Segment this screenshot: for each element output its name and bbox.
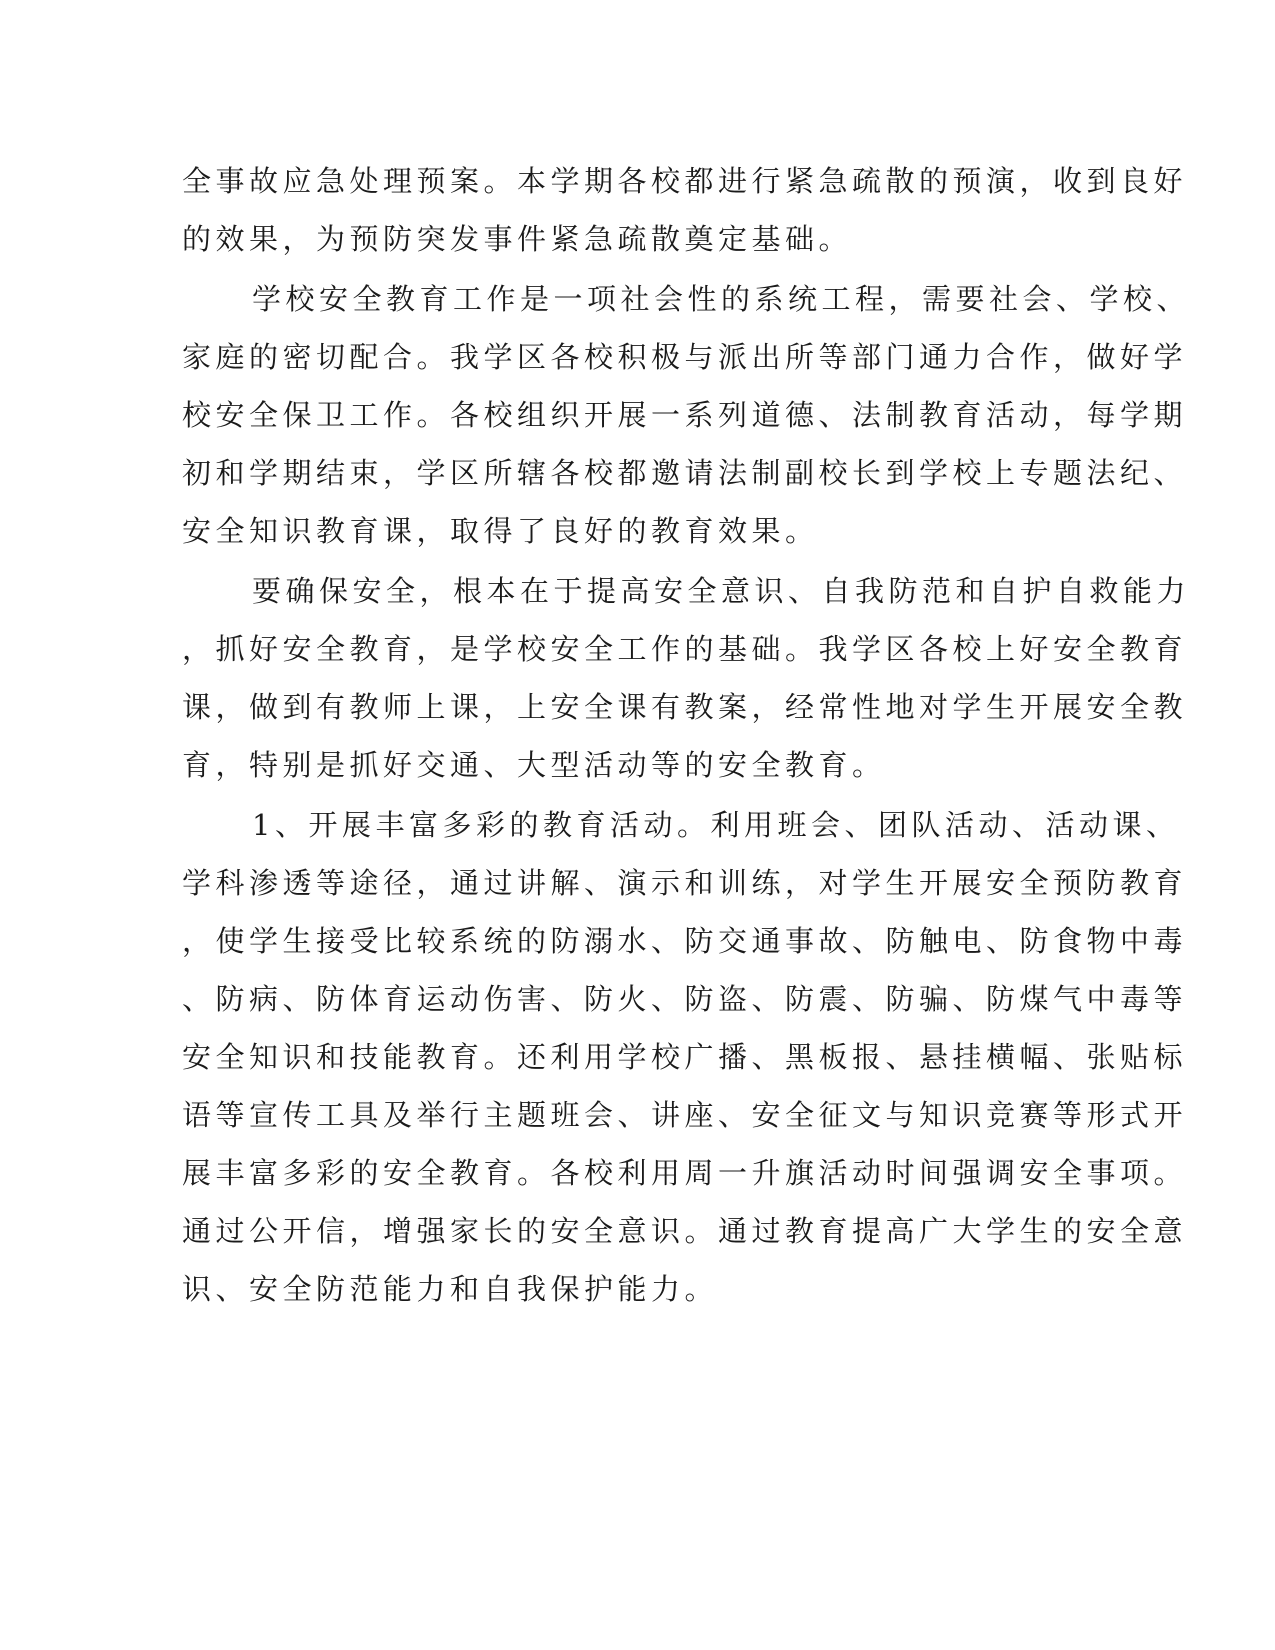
- text-line: 安全知识和技能教育。还利用学校广播、黑板报、悬挂横幅、张贴标: [182, 1040, 1188, 1074]
- text-line: 课，做到有教师上课，上安全课有教案，经常性地对学生开展安全教: [182, 690, 1188, 724]
- text-line: 家庭的密切配合。我学区各校积极与派出所等部门通力合作，做好学: [182, 340, 1188, 374]
- text-line: 、防病、防体育运动伤害、防火、防盗、防震、防骗、防煤气中毒等: [182, 982, 1188, 1016]
- text-line: 安全知识教育课，取得了良好的教育效果。: [182, 514, 819, 548]
- text-line: 展丰富多彩的安全教育。各校利用周一升旗活动时间强调安全事项。: [182, 1156, 1188, 1190]
- paragraph-first-line: 1、开展丰富多彩的教育活动。利用班会、团队活动、活动课、: [252, 808, 1180, 842]
- text-line: ，使学生接受比较系统的防溺水、防交通事故、防触电、防食物中毒: [182, 924, 1188, 958]
- text-line: 育，特别是抓好交通、大型活动等的安全教育。: [182, 748, 886, 782]
- text-line: 通过公开信，增强家长的安全意识。通过教育提高广大学生的安全意: [182, 1214, 1188, 1248]
- text-line: 全事故应急处理预案。本学期各校都进行紧急疏散的预演，收到良好: [182, 164, 1188, 198]
- text-line: 初和学期结束，学区所辖各校都邀请法制副校长到学校上专题法纪、: [182, 456, 1188, 490]
- text-line: 语等宣传工具及举行主题班会、讲座、安全征文与知识竞赛等形式开: [182, 1098, 1188, 1132]
- text-line: ，抓好安全教育，是学校安全工作的基础。我学区各校上好安全教育: [182, 632, 1188, 666]
- paragraph-first-line: 学校安全教育工作是一项社会性的系统工程，需要社会、学校、: [252, 282, 1191, 316]
- text-line: 学科渗透等途径，通过讲解、演示和训练，对学生开展安全预防教育: [182, 866, 1188, 900]
- paragraph-first-line: 要确保安全，根本在于提高安全意识、自我防范和自护自救能力: [252, 574, 1191, 608]
- text-line: 校安全保卫工作。各校组织开展一系列道德、法制教育活动，每学期: [182, 398, 1188, 432]
- text-line: 识、安全防范能力和自我保护能力。: [182, 1272, 719, 1306]
- text-line: 的效果，为预防突发事件紧急疏散奠定基础。: [182, 222, 853, 256]
